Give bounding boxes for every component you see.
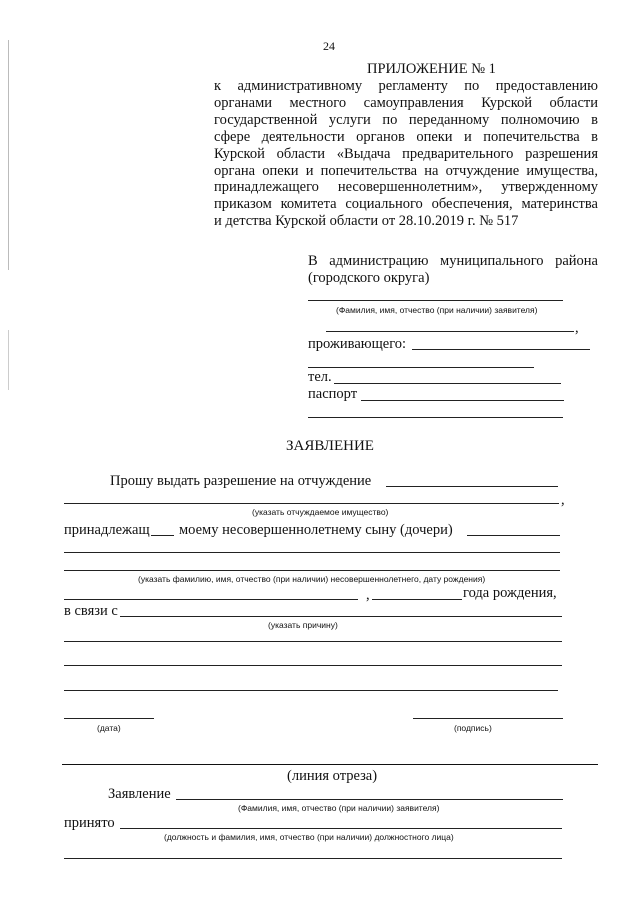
minor-field-3[interactable] bbox=[64, 570, 560, 571]
reason-field-4[interactable] bbox=[64, 690, 558, 691]
applicant-name-field[interactable] bbox=[308, 300, 563, 301]
passport-label: паспорт bbox=[308, 386, 358, 402]
addressee-line1: В администрацию муниципального района bbox=[308, 253, 598, 269]
appendix-line: органа опеки и попечительства на отчуждение имущества, bbox=[214, 162, 598, 179]
official-caption: (должность и фамилия, имя, отчество (при наличии) должностного лица) bbox=[164, 832, 454, 842]
tear-applicant-field[interactable] bbox=[176, 799, 563, 800]
appendix-line: принадлежащего несовершеннолетним», утвержденному bbox=[214, 179, 598, 196]
passport-field[interactable] bbox=[361, 400, 564, 401]
appendix-line: сфере деятельности органов опеки и попечительства в bbox=[214, 128, 598, 145]
property-caption: (указать отчуждаемое имущество) bbox=[252, 507, 389, 517]
scan-edge-mark bbox=[8, 40, 9, 270]
page-number: 24 bbox=[323, 39, 335, 53]
applicant-name-field-2[interactable] bbox=[326, 331, 574, 332]
appendix-line: к административному регламенту по предоставлению bbox=[214, 78, 598, 94]
residing-label: проживающего: bbox=[308, 336, 407, 352]
tear-statement-label: Заявление bbox=[108, 786, 171, 802]
residence-field-2[interactable] bbox=[308, 367, 534, 368]
addressee-line2: (городского округа) bbox=[308, 270, 430, 286]
birth-year-text: года рождения, bbox=[463, 585, 557, 601]
appendix-line: Курской области «Выдача предварительного разрешения bbox=[214, 145, 598, 162]
property-field-2[interactable] bbox=[64, 503, 559, 504]
minor-field-2[interactable] bbox=[64, 552, 560, 553]
minor-name-field[interactable] bbox=[64, 599, 358, 600]
birth-year-field[interactable] bbox=[372, 599, 462, 600]
official-field[interactable] bbox=[120, 828, 562, 829]
property-field[interactable] bbox=[386, 486, 558, 487]
signature-caption: (подпись) bbox=[454, 723, 492, 733]
appendix-line: приказом комитета социального обеспечения, материнства bbox=[214, 196, 598, 213]
request-text: Прошу выдать разрешение на отчуждение bbox=[110, 473, 372, 489]
appendix-text bbox=[214, 78, 598, 230]
minor-caption: (указать фамилию, имя, отчество (при наличии) несовершеннолетнего, дату рождения) bbox=[138, 574, 486, 584]
appendix-line: и детства Курской области от 28.10.2019 г. № 517 bbox=[214, 213, 519, 230]
date-caption: (дата) bbox=[97, 723, 121, 733]
reason-field[interactable] bbox=[120, 616, 562, 617]
appendix-line: органами местного самоуправления Курской области bbox=[214, 94, 598, 111]
ending-field[interactable] bbox=[151, 535, 174, 536]
minor-field[interactable] bbox=[467, 535, 560, 536]
phone-field[interactable] bbox=[334, 383, 561, 384]
phone-label: тел. bbox=[308, 369, 332, 385]
reason-field-2[interactable] bbox=[64, 641, 562, 642]
belonging-text: моему несовершеннолетнему сыну (дочери) bbox=[179, 522, 453, 538]
tear-applicant-caption: (Фамилия, имя, отчество (при наличии) заявителя) bbox=[238, 803, 440, 813]
comma: , bbox=[366, 587, 370, 603]
comma: , bbox=[575, 320, 579, 336]
reason-field-3[interactable] bbox=[64, 665, 562, 666]
appendix-title: ПРИЛОЖЕНИЕ № 1 bbox=[367, 61, 496, 77]
reason-caption: (указать причину) bbox=[268, 620, 338, 630]
cut-line-label: (линия отреза) bbox=[287, 768, 378, 784]
comma: , bbox=[561, 492, 565, 508]
applicant-name-caption: (Фамилия, имя, отчество (при наличии) заявителя) bbox=[336, 305, 538, 315]
cut-line bbox=[62, 764, 598, 765]
scan-edge-mark bbox=[8, 330, 9, 390]
signature-field[interactable] bbox=[413, 718, 563, 719]
accepted-label: принято bbox=[64, 815, 115, 831]
official-field-2[interactable] bbox=[64, 858, 562, 859]
date-field[interactable] bbox=[64, 718, 154, 719]
belonging-prefix: принадлежащ bbox=[64, 522, 150, 538]
statement-title: ЗАЯВЛЕНИЕ bbox=[286, 438, 374, 454]
reason-prefix: в связи с bbox=[64, 603, 118, 619]
appendix-line: государственной услуги по переданному полномочию в bbox=[214, 111, 598, 128]
passport-field-2[interactable] bbox=[308, 417, 563, 418]
residence-field[interactable] bbox=[412, 349, 590, 350]
